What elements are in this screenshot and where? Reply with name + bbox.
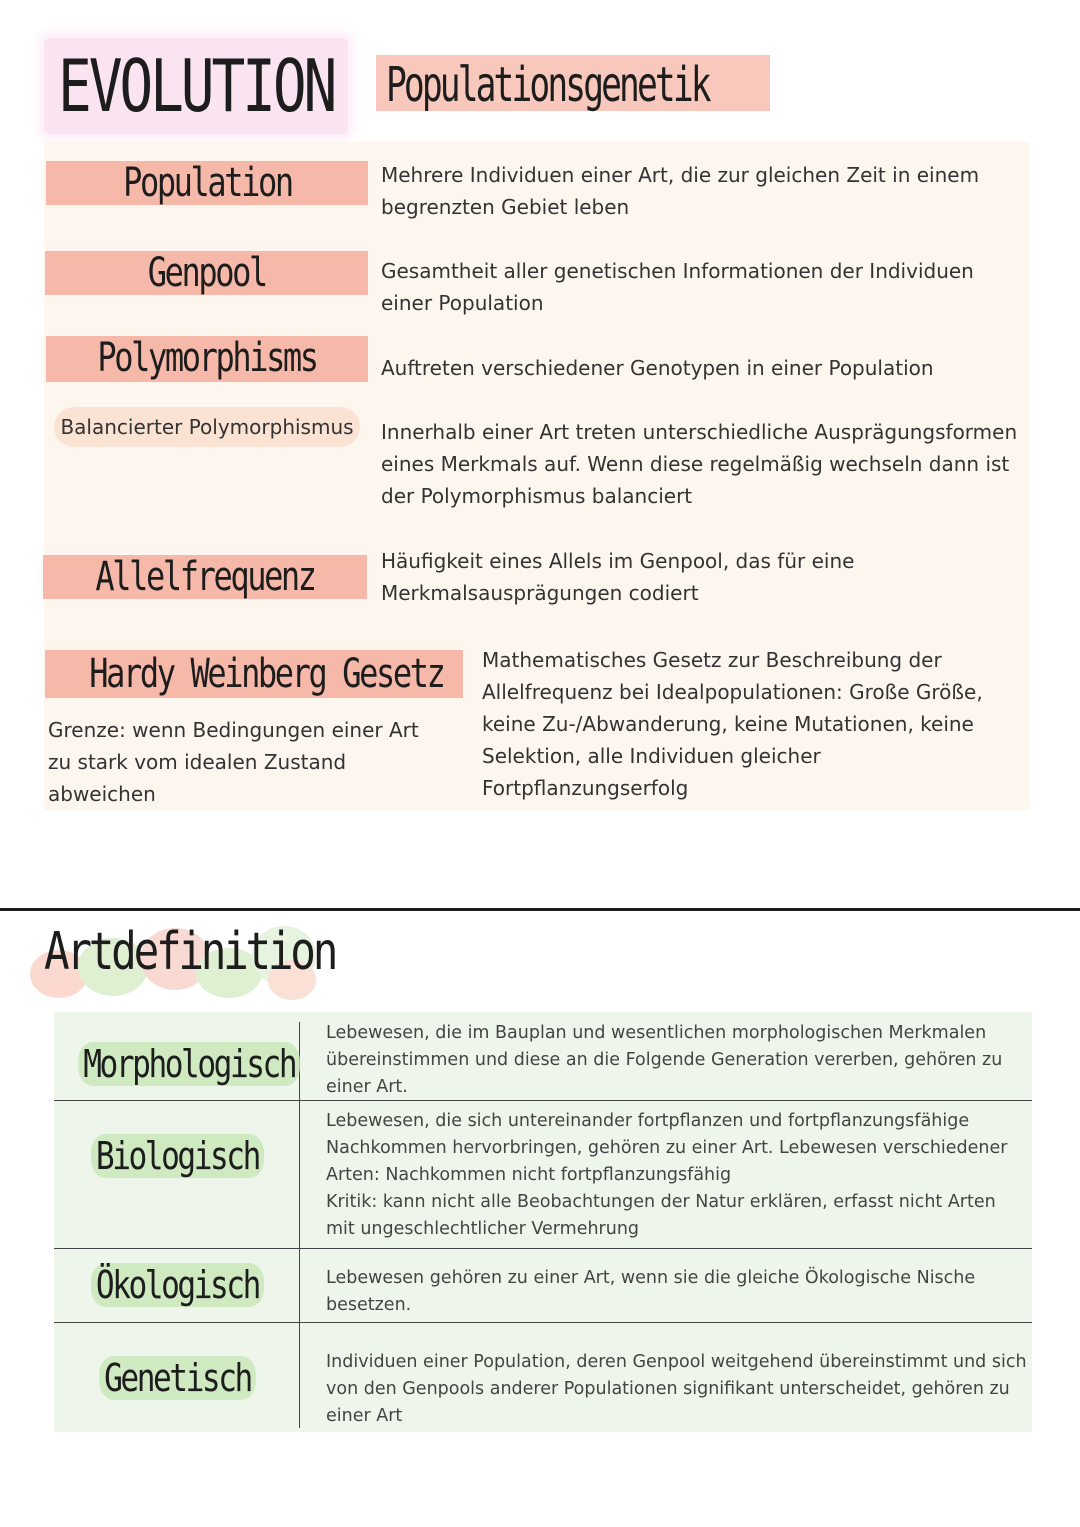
evolution-title-text: EVOLUTION	[58, 44, 335, 128]
term-oekologisch: Ökologisch	[54, 1263, 300, 1307]
term-population: Population	[46, 161, 368, 205]
term-morphologisch: Morphologisch	[54, 1042, 300, 1086]
critique-biologisch: Kritik: kann nicht alle Beobachtungen der Natur erklären, erfasst nicht Arten mit ungeschlechtlicher Vermehrung	[326, 1192, 996, 1239]
term-balancierter-polymorphismus: Balancierter Polymorphismus	[54, 407, 360, 447]
term-genpool: Genpool	[45, 251, 368, 295]
definition-biologisch: Lebewesen, die sich untereinander fortpflanzen und fortpflanzungsfähige Nachkommen hervorbringen, gehören zu einer Art. Lebewesen verschiedener Arten: Nachkommen nicht fortpflanzungsfähig	[326, 1111, 1008, 1185]
section-divider	[0, 908, 1080, 911]
term-hardy-weinberg: Hardy Weinberg Gesetz	[45, 650, 463, 698]
definition-genpool: Gesamtheit aller genetischen Informationen der Individuen einer Population	[381, 259, 974, 315]
table-row-divider	[54, 1248, 1032, 1249]
popgen-title-text: Populationsgenetik	[386, 57, 709, 113]
term-genetisch: Genetisch	[54, 1356, 300, 1400]
evolution-title	[44, 38, 348, 134]
table-row-divider	[54, 1322, 1032, 1323]
definition-balancierter-polymorphismus: Innerhalb einer Art treten unterschiedliche Ausprägungsformen eines Merkmals auf. Wenn diese regelmäßig wechseln dann ist der Polymorphismus balanciert	[381, 420, 1018, 508]
hardy-weinberg-limit-note: Grenze: wenn Bedingungen einer Art zu stark vom idealen Zustand abweichen	[48, 718, 419, 806]
term-allelfrequenz: Allelfrequenz	[43, 555, 367, 599]
definition-genetisch: Individuen einer Population, deren Genpool weitgehend übereinstimmt und sich von den Genpools anderer Populationen signifikant unterscheidet, gehören zu einer Art	[326, 1352, 1027, 1426]
term-biologisch: Biologisch	[54, 1134, 300, 1178]
popgen-title	[376, 55, 770, 111]
definition-hardy-weinberg: Mathematisches Gesetz zur Beschreibung der Allelfrequenz bei Idealpopulationen: Große Größe, keine Zu-/Abwanderung, keine Mutationen, keine Selektion, alle Individuen gleicher Fortpflanzungserfolg	[482, 648, 983, 800]
definition-oekologisch: Lebewesen gehören zu einer Art, wenn sie die gleiche Ökologische Nische besetzen.	[326, 1268, 976, 1315]
definition-population: Mehrere Individuen einer Art, die zur gleichen Zeit in einem begrenzten Gebiet leben	[381, 163, 980, 219]
artdefinition-title: Artdefinition	[44, 922, 336, 982]
definition-allelfrequenz: Häufigkeit eines Allels im Genpool, das für eine Merkmalsausprägungen codiert	[381, 549, 855, 605]
definition-morphologisch: Lebewesen, die im Bauplan und wesentlichen morphologischen Merkmalen übereinstimmen und diese an die Folgende Generation vererben, gehören zu einer Art.	[326, 1023, 1003, 1097]
term-polymorphisms: Polymorphisms	[46, 336, 368, 382]
definition-polymorphisms: Auftreten verschiedener Genotypen in einer Population	[381, 356, 934, 380]
